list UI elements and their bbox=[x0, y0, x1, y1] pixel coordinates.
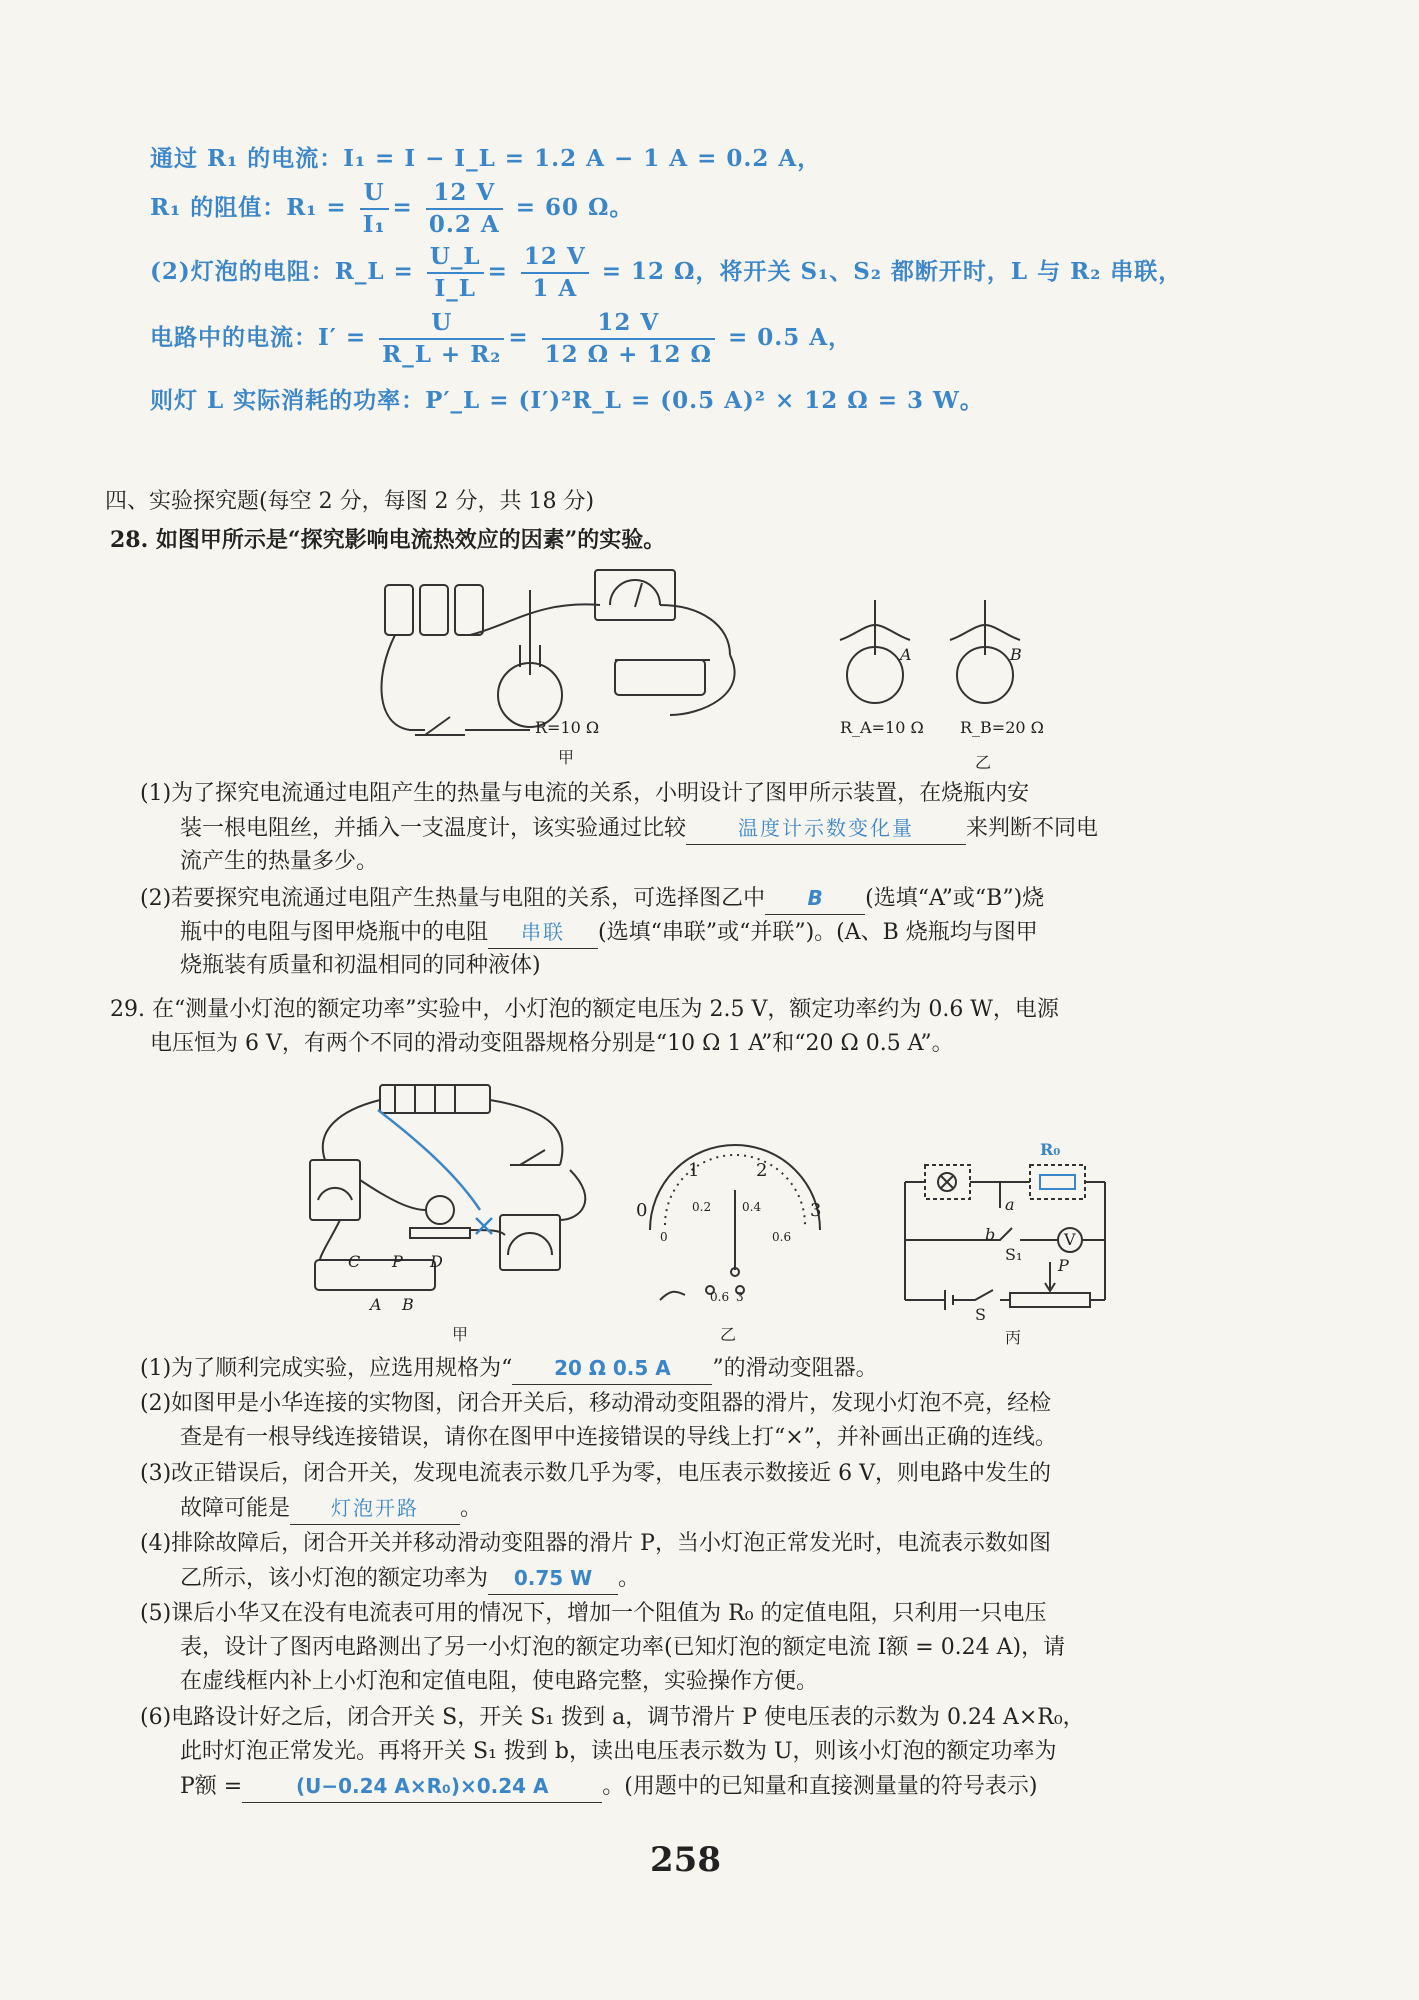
q29-answer-2[interactable]: 灯泡开路 bbox=[290, 1492, 460, 1525]
q28-stem: 28. 如图甲所示是“探究影响电流热效应的因素”的实验。 bbox=[110, 527, 666, 553]
q29-rheostat-b: B bbox=[402, 1295, 414, 1314]
fraction bbox=[360, 178, 389, 240]
q29-p1-line bbox=[140, 1352, 878, 1385]
q29-answer-3[interactable]: 0.75 W bbox=[488, 1562, 618, 1595]
denominator: 1 A bbox=[532, 275, 578, 302]
q29-p3-text-c: 。 bbox=[460, 1496, 483, 1521]
q28-p2-text: (2)若要探究电流通过电阻产生热量与电阻的关系，可选择图乙中 bbox=[140, 886, 766, 911]
q29-p6-line-c bbox=[180, 1770, 1037, 1803]
q29-caption-bing: 丙 bbox=[1005, 1328, 1022, 1347]
q28-caption-jia: 甲 bbox=[558, 748, 575, 767]
q29-caption-yi: 乙 bbox=[720, 1325, 737, 1344]
q29-r0-label: R₀ bbox=[1040, 1140, 1061, 1159]
q28-fig-r-label: R=10 Ω bbox=[535, 718, 600, 737]
q29-p1-text-b: ”的滑动变阻器。 bbox=[712, 1356, 878, 1381]
q28-p1-line-d: 流产生的热量多少。 bbox=[180, 849, 379, 874]
q29-p3-text: 故障可能是 bbox=[180, 1496, 291, 1521]
denominator: 0.2 A bbox=[428, 211, 500, 238]
q28-p1-line-b bbox=[180, 812, 1098, 845]
meter-label-3: 3 bbox=[810, 1200, 822, 1221]
fraction bbox=[521, 242, 589, 304]
q29-voltmeter-v: V bbox=[1064, 1230, 1076, 1249]
q29-p5-line-c: 在虚线框内补上小灯泡和定值电阻，使电路完整，实验操作方便。 bbox=[180, 1669, 819, 1694]
fraction bbox=[426, 178, 503, 240]
denominator: I₁ bbox=[362, 211, 386, 238]
meter-label-04: 0.4 bbox=[742, 1200, 762, 1214]
solution-line-1: 通过 R₁ 的电流：I₁ = I − I_L = 1.2 A − 1 A = 0.2 A， bbox=[150, 145, 822, 172]
q29-p2-line-b: 查是有一根导线连接错误，请你在图甲中连接错误的导线上打“×”，并补画出正确的连线。 bbox=[180, 1425, 1057, 1450]
solution-line-4: 电路中的电流：I′ = $\frac{U}{\text{R\_L + R₂}}$ = $\frac{12 V}{12 \Omega + 12 \Omega}$ = 0.5 A， bbox=[150, 309, 853, 368]
q29-switch-a: a bbox=[1005, 1195, 1015, 1214]
solution-line-4-lead: 电路中的电流：I′ = bbox=[150, 324, 367, 351]
fraction bbox=[379, 308, 504, 370]
q29-p5-line-a: (5)课后小华又在没有电流表可用的情况下，增加一个阻值为 R₀ 的定值电阻，只利用一只电压 bbox=[140, 1601, 1047, 1626]
q29-p5-line-b: 表，设计了图丙电路测出了另一小灯泡的额定功率(已知灯泡的额定电流 I额 = 0.24 A)，请 bbox=[180, 1635, 1066, 1660]
q29-figure-bing bbox=[890, 1150, 1120, 1320]
section-title: 四、实验探究题(每空 2 分，每图 2 分，共 18 分) bbox=[105, 489, 595, 514]
numerator: 12 V bbox=[542, 308, 715, 340]
meter-label-02: 0.2 bbox=[692, 1200, 712, 1214]
q28-p2-text-b: (选填“A”或“B”)烧 bbox=[865, 886, 1045, 911]
numerator: U bbox=[360, 178, 389, 210]
q28-p1-line-a: (1)为了探究电流通过电阻产生的热量与电流的关系，小明设计了图甲所示装置，在烧瓶内安 bbox=[140, 781, 1030, 806]
q29-p3-line-a: (3)改正错误后，闭合开关，发现电流表示数几乎为零，电压表示数接近 6 V，则电路中发生的 bbox=[140, 1461, 1052, 1486]
denominator: I_L bbox=[434, 275, 476, 302]
solution-line-3-tail: = 12 Ω，将开关 S₁、S₂ 都断开时，L 与 R₂ 串联， bbox=[601, 258, 1183, 285]
q29-slider-p: P bbox=[1058, 1256, 1069, 1275]
q29-p6-line-b: 此时灯泡正常发光。再将开关 S₁ 拨到 b，读出电压表示数为 U，则该小灯泡的额定功率为 bbox=[180, 1739, 1057, 1764]
q29-switch-s: S bbox=[975, 1305, 986, 1324]
numerator: U bbox=[379, 308, 504, 340]
q29-p4-line-a: (4)排除故障后，闭合开关并移动滑动变阻器的滑片 P，当小灯泡正常发光时，电流表示数如图 bbox=[140, 1531, 1051, 1556]
q28-p2-line-e: 烧瓶装有质量和初温相同的同种液体) bbox=[180, 953, 541, 978]
terminal-label-06: 0.6 bbox=[710, 1290, 730, 1304]
q28-p1-text-c: 来判断不同电 bbox=[966, 816, 1099, 841]
fraction bbox=[542, 308, 715, 370]
q29-rheostat-c: C bbox=[348, 1252, 361, 1271]
q29-stem-a: 29. 在“测量小灯泡的额定功率”实验中，小灯泡的额定电压为 2.5 V，额定功率约为 0.6 W，电源 bbox=[110, 997, 1059, 1022]
q29-rheostat-p: P bbox=[392, 1252, 403, 1271]
solution-line-2-lead: R₁ 的阻值：R₁ = bbox=[150, 194, 347, 221]
q28-answer-1[interactable]: 温度计示数变化量 bbox=[686, 812, 966, 845]
q28-answer-3[interactable]: 串联 bbox=[488, 916, 598, 949]
page-number: 258 bbox=[650, 1840, 721, 1880]
q28-figure-yi bbox=[830, 595, 1060, 725]
q28-answer-2[interactable]: B bbox=[765, 882, 865, 915]
q29-answer-4[interactable]: (U−0.24 A×R₀)×0.24 A bbox=[242, 1770, 602, 1803]
q29-rheostat-d: D bbox=[430, 1252, 443, 1271]
q28-p2-line-c bbox=[180, 916, 1038, 949]
q28-flask-b-label: B bbox=[1010, 645, 1022, 664]
q28-p2-line-a bbox=[140, 882, 1044, 915]
q28-p2-text-c: 瓶中的电阻与图甲烧瓶中的电阻 bbox=[180, 920, 489, 945]
solution-line-3: (2)灯泡的电阻：R_L = $\frac{U\_L}{I\_L}$ = $\frac{12 V}{1 A}$ = 12 Ω，将开关 S₁、S₂ 都断开时，L 与 R₂ 串联， bbox=[150, 243, 1183, 302]
terminal-label-3: 3 bbox=[736, 1290, 744, 1304]
q29-p6-line-a: (6)电路设计好之后，闭合开关 S，开关 S₁ 拨到 a，调节滑片 P 使电压表的示数为 0.24 A×R₀， bbox=[140, 1705, 1085, 1730]
solution-line-4-tail: = 0.5 A， bbox=[727, 324, 853, 351]
q28-flask-a-label: A bbox=[900, 645, 912, 664]
q29-p6-text-c: 。(用题中的已知量和直接测量量的符号表示) bbox=[602, 1774, 1038, 1799]
q29-p2-line-a: (2)如图甲是小华连接的实物图，闭合开关后，移动滑动变阻器的滑片，发现小灯泡不亮，经检 bbox=[140, 1391, 1052, 1416]
meter-label-0s: 0 bbox=[660, 1230, 668, 1244]
meter-label-1: 1 bbox=[688, 1160, 700, 1181]
q28-p1-text: 装一根电阻丝，并插入一支温度计，该实验通过比较 bbox=[180, 816, 687, 841]
denominator: R_L + R₂ bbox=[382, 341, 502, 368]
q29-p4-text: 乙所示，该小灯泡的额定功率为 bbox=[180, 1566, 489, 1591]
q29-caption-jia: 甲 bbox=[452, 1325, 469, 1344]
q29-p4-line-b bbox=[180, 1562, 640, 1595]
solution-line-5: 则灯 L 实际消耗的功率：P′_L = (I′)²R_L = (0.5 A)² × 12 Ω = 3 W。 bbox=[150, 387, 984, 414]
solution-line-3-lead: (2)灯泡的电阻：R_L = bbox=[150, 258, 414, 285]
numerator: 12 V bbox=[521, 242, 589, 274]
solution-line-2-tail: = 60 Ω。 bbox=[515, 194, 634, 221]
denominator: 12 Ω + 12 Ω bbox=[544, 341, 712, 368]
q29-switch-s1: S₁ bbox=[1005, 1245, 1023, 1264]
meter-label-0: 0 bbox=[636, 1200, 648, 1221]
q29-switch-b: b bbox=[985, 1225, 996, 1244]
q29-p6-text: P额 = bbox=[180, 1774, 243, 1799]
q29-answer-1[interactable]: 20 Ω 0.5 A bbox=[512, 1352, 712, 1385]
q28-p2-text-d: (选填“串联”或“并联”)。(A、B 烧瓶均与图甲 bbox=[598, 920, 1038, 945]
solution-line-2: R₁ 的阻值：R₁ = $\frac{U}{\text{I₁}}$ = $\frac{12 V}{0.2 A}$ = 60 Ω。 bbox=[150, 179, 634, 238]
q29-p3-line-b bbox=[180, 1492, 482, 1525]
numerator: 12 V bbox=[426, 178, 503, 210]
q29-p1-text: (1)为了顺利完成实验，应选用规格为“ bbox=[140, 1356, 513, 1381]
meter-label-2: 2 bbox=[756, 1160, 768, 1181]
q29-stem-b: 电压恒为 6 V，有两个不同的滑动变阻器规格分别是“10 Ω 1 A”和“20 Ω 0.5 A”。 bbox=[150, 1031, 954, 1056]
numerator: U_L bbox=[427, 242, 484, 274]
meter-label-06: 0.6 bbox=[772, 1230, 792, 1244]
fraction bbox=[427, 242, 484, 304]
q28-rb-label: R_B=20 Ω bbox=[960, 718, 1044, 737]
q29-figure-jia bbox=[300, 1070, 610, 1300]
q28-caption-yi: 乙 bbox=[975, 753, 992, 772]
q29-p4-text-c: 。 bbox=[618, 1566, 641, 1591]
q28-ra-label: R_A=10 Ω bbox=[840, 718, 924, 737]
q29-rheostat-a: A bbox=[370, 1295, 382, 1314]
